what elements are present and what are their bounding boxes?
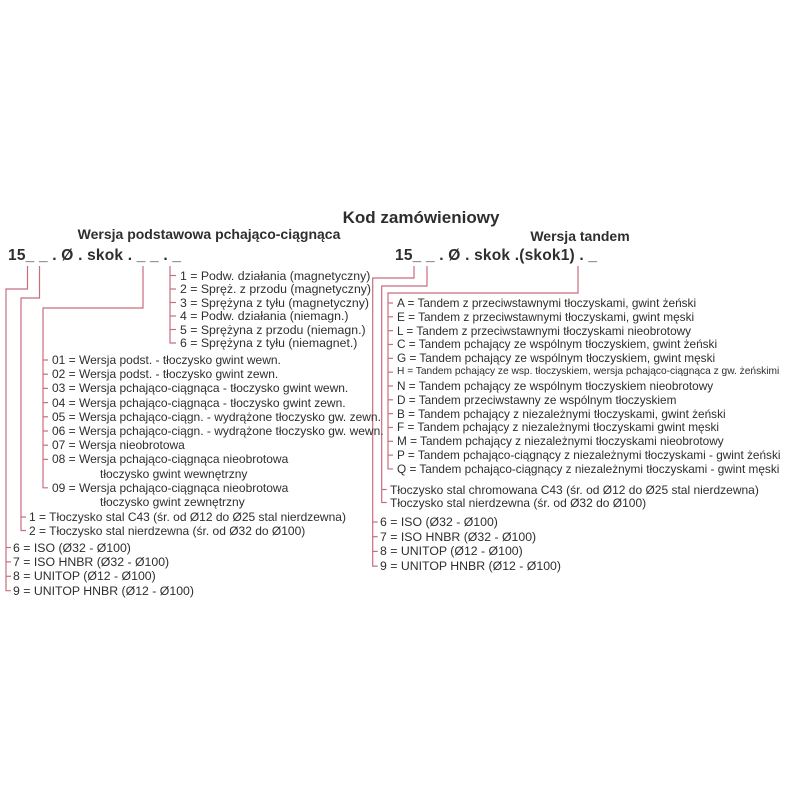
basic-version-code: 15_ _ . Ø . skok . _ _ . _ [8, 247, 182, 264]
tandem-type-item: H = Tandem pchający ze wsp. tłoczyskiem, wersja pchająco-ciągnąca z gw. żeńskimi [397, 366, 780, 378]
rod-steel-item: Tłoczysko stal chromowana C43 (śr. od Ø12 do Ø25 stal nierdzewna) [390, 482, 759, 497]
series-item: 8 = UNITOP (Ø12 - Ø100) [13, 569, 156, 584]
tandem-type-item: D = Tandem przeciwstawny ze wspólnym tłoczyskiem [397, 392, 677, 407]
version-item: 06 = Wersja pchająco-ciągn. - wydrążone tłoczysko gw. wewn. [52, 424, 384, 438]
version-item-continuation: tłoczysko gwint zewnętrzny [100, 495, 245, 509]
rod-steel-item: Tłoczysko stal nierdzewna (śr. od Ø32 do Ø100) [390, 495, 647, 510]
version-item-continuation: tłoczysko gwint wewnętrzny [100, 466, 248, 481]
action-type-item: 5 = Sprężyna z przodu (niemagn.) [180, 322, 366, 337]
version-item: 04 = Wersja pchająco-ciągnąca - tłoczysko gwint zewn. [52, 395, 346, 410]
series-item: 7 = ISO HNBR (Ø32 - Ø100) [13, 554, 170, 569]
version-item: 01 = Wersja podst. - tłoczysko gwint wewn. [52, 353, 281, 367]
tandem-type-item: A = Tandem z przeciwstawnymi tłoczyskami, gwint żeński [397, 296, 697, 310]
tandem-type-item: P = Tandem pchająco-ciągnący z niezależnymi tłoczyskami - gwint żeński [397, 448, 781, 463]
rod-steel-item: 2 = Tłoczysko stal nierdzewna (śr. od Ø32 do Ø100) [29, 523, 306, 538]
version-item: 08 = Wersja pchająco-ciągnąca nieobrotowa [52, 452, 289, 467]
tandem-type-item: F = Tandem pchający z niezależnymi tłoczyskami gwint męski [397, 420, 720, 435]
action-type-item: 4 = Podw. działania (niemagn.) [180, 309, 349, 323]
basic-version-header: Wersja podstawowa pchająco-ciągnąca [77, 226, 341, 242]
tandem-version-code: 15_ _ . Ø . skok .(skok1) . _ [395, 247, 598, 264]
tandem-type-item: G = Tandem pchający ze wspólnym tłoczyskiem, gwint męski [397, 351, 716, 366]
action-type-item: 6 = Sprężyna z tyłu (niemagnet.) [180, 336, 358, 350]
page-title: Kod zamówieniowy [342, 208, 500, 227]
series-item: 6 = ISO (Ø32 - Ø100) [380, 515, 498, 529]
version-item: 02 = Wersja podst. - tłoczysko gwint zewn. [52, 367, 279, 382]
tandem-type-item: M = Tandem pchający z niezależnymi tłoczyskami nieobrotowy [397, 434, 724, 449]
series-item: 6 = ISO (Ø32 - Ø100) [13, 540, 131, 555]
action-type-item: 1 = Podw. działania (magnetyczny) [180, 268, 371, 283]
series-item: 7 = ISO HNBR (Ø32 - Ø100) [380, 529, 537, 544]
tandem-type-item: E = Tandem z przeciwstawnymi tłoczyskami, gwint męski [397, 309, 695, 324]
tandem-type-item: L = Tandem z przeciwstawnymi tłoczyskami nieobrotowy [397, 323, 692, 338]
action-type-item: 3 = Sprężyna z tyłu (magnetyczny) [180, 295, 369, 310]
version-item: 03 = Wersja pchająco-ciągnąca - tłoczysko gwint wewn. [52, 381, 349, 396]
tandem-type-item: Q = Tandem pchająco-ciągnący z niezależnymi tłoczyskami - gwint męski [397, 461, 780, 476]
series-item: 9 = UNITOP HNBR (Ø12 - Ø100) [380, 559, 561, 574]
version-item: 07 = Wersja nieobrotowa [52, 438, 185, 453]
version-item: 09 = Wersja pchająco-ciągnąca nieobrotowa [52, 480, 289, 495]
version-item: 05 = Wersja pchająco-ciągn. - wydrążone tłoczysko gw. zewn. [52, 409, 381, 424]
series-item: 8 = UNITOP (Ø12 - Ø100) [380, 544, 523, 559]
tandem-type-item: C = Tandem pchający ze wspólnym tłoczyskiem, gwint żeński [397, 337, 718, 352]
action-type-item: 2 = Spręż. z przodu (magnetyczny) [180, 282, 372, 296]
tandem-type-item: N = Tandem pchający ze wspólnym tłoczyskiem nieobrotowy [397, 378, 714, 393]
series-item: 9 = UNITOP HNBR (Ø12 - Ø100) [13, 583, 194, 598]
tandem-version-header: Wersja tandem [530, 228, 630, 244]
rod-steel-item: 1 = Tłoczysko stal C43 (śr. od Ø12 do Ø25 stal nierdzewna) [29, 510, 346, 524]
tandem-type-item: B = Tandem pchający z niezależnymi tłoczyskami, gwint żeński [397, 406, 726, 421]
